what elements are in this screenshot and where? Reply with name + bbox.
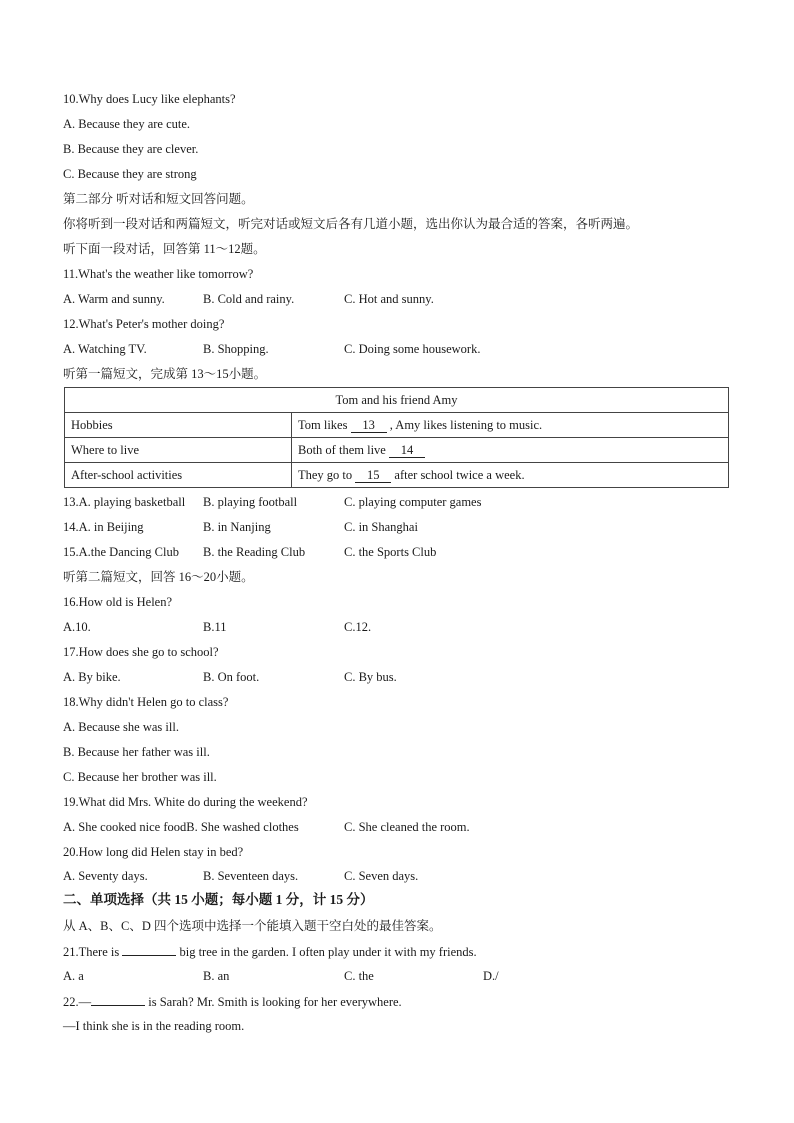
q15-option-b: B. the Reading Club (203, 545, 306, 559)
q18-option-c: C. Because her brother was ill. (63, 770, 217, 784)
q20-stem: 20.How long did Helen stay in bed? (63, 845, 244, 859)
q13-option-b: B. playing football (203, 495, 298, 509)
row-text-pre: Both of them live (298, 442, 389, 457)
q14-option-a: 14.A. in Beijing (63, 520, 144, 534)
q11-stem: 11.What's the weather like tomorrow? (63, 267, 254, 281)
blank-14: 14 (389, 444, 425, 458)
table-row (65, 413, 729, 438)
q16-option-a: A.10. (63, 620, 91, 634)
blank-13: 13 (351, 419, 387, 433)
info-table (64, 387, 729, 488)
q13-option-a: 13.A. playing basketball (63, 495, 186, 509)
q21-stem-post: big tree in the garden. I often play under it with my friends. (179, 945, 477, 959)
q17-option-a: A. By bike. (63, 670, 121, 684)
q11-option-b: B. Cold and rainy. (203, 292, 295, 306)
q10-option-b: B. Because they are clever. (63, 142, 199, 156)
row-text-post: after school twice a week. (391, 467, 525, 482)
q10-stem: 10.Why does Lucy like elephants? (63, 92, 236, 106)
q15-option-c: C. the Sports Club (344, 545, 437, 559)
table-row-label: Where to live (65, 438, 292, 463)
q19-option-ab: A. She cooked nice foodB. She washed clothes (63, 820, 299, 834)
blank-15: 15 (355, 469, 391, 483)
part2-heading: 第二部分 听对话和短文回答问题。 (63, 192, 254, 206)
q21-stem (63, 943, 477, 960)
table-row-label: After-school activities (65, 463, 292, 488)
q12-option-a: A. Watching TV. (63, 342, 147, 356)
q18-option-a: A. Because she was ill. (63, 720, 179, 734)
q12-stem: 12.What's Peter's mother doing? (63, 317, 225, 331)
q17-option-c: C. By bus. (344, 670, 397, 684)
section2-heading: 二、单项选择（共 15 小题；每小题 1 分，计 15 分） (63, 892, 374, 907)
row-text-pre: Tom likes (298, 417, 351, 432)
q22-stem-post: is Sarah? Mr. Smith is looking for her everywhere. (148, 995, 402, 1009)
q20-option-a: A. Seventy days. (63, 869, 148, 883)
q22-stem-pre: 22.— (63, 995, 92, 1009)
section2-instruction: 从 A、B、C、D 四个选项中选择一个能填入题干空白处的最佳答案。 (63, 919, 442, 933)
q11-option-c: C. Hot and sunny. (344, 292, 434, 306)
q20-option-c: C. Seven days. (344, 869, 419, 883)
q20-option-b: B. Seventeen days. (203, 869, 299, 883)
table-row (65, 438, 729, 463)
q16-option-b: B.11 (203, 620, 227, 634)
q10-option-c: C. Because they are strong (63, 167, 197, 181)
q12-option-c: C. Doing some housework. (344, 342, 481, 356)
table-title: Tom and his friend Amy (65, 388, 729, 413)
table-title-row (65, 388, 729, 413)
passage1-intro: 听第一篇短文，完成第 13～15小题。 (63, 367, 267, 381)
q22-stem (63, 993, 402, 1010)
q18-option-b: B. Because her father was ill. (63, 745, 210, 759)
q21-option-b: B. an (203, 969, 230, 983)
q19-stem: 19.What did Mrs. White do during the weekend? (63, 795, 308, 809)
q21-stem-pre: 21.There is (63, 945, 120, 959)
q17-option-b: B. On foot. (203, 670, 260, 684)
q14-option-c: C. in Shanghai (344, 520, 418, 534)
q21-blank (122, 943, 176, 956)
q22-blank (91, 993, 145, 1006)
row-text-pre: They go to (298, 467, 356, 482)
q17-stem: 17.How does she go to school? (63, 645, 219, 659)
passage2-intro: 听第二篇短文，回答 16～20小题。 (63, 570, 254, 584)
q13-option-c: C. playing computer games (344, 495, 482, 509)
table-row-value (292, 413, 729, 438)
q15-option-a: 15.A.the Dancing Club (63, 545, 179, 559)
q16-stem: 16.How old is Helen? (63, 595, 173, 609)
q12-option-b: B. Shopping. (203, 342, 269, 356)
part2-instruction: 你将听到一段对话和两篇短文，听完对话或短文后各有几道小题，选出你认为最合适的答案，各听两遍。 (63, 217, 639, 231)
row-text-post: , Amy likes listening to music. (386, 417, 543, 432)
q14-option-b: B. in Nanjing (203, 520, 271, 534)
dialog-intro: 听下面一段对话，回答第 11～12题。 (63, 242, 266, 256)
q11-option-a: A. Warm and sunny. (63, 292, 165, 306)
q10-option-a: A. Because they are cute. (63, 117, 191, 131)
table-row-value (292, 438, 729, 463)
q21-option-d: D./ (483, 969, 499, 983)
table-row (65, 463, 729, 488)
q19-option-c: C. She cleaned the room. (344, 820, 470, 834)
table-row-value (292, 463, 729, 488)
q22-reply: —I think she is in the reading room. (63, 1019, 245, 1033)
q18-stem: 18.Why didn't Helen go to class? (63, 695, 229, 709)
q21-option-a: A. a (63, 969, 84, 983)
q16-option-c: C.12. (344, 620, 372, 634)
table-row-label: Hobbies (65, 413, 292, 438)
q21-option-c: C. the (344, 969, 374, 983)
